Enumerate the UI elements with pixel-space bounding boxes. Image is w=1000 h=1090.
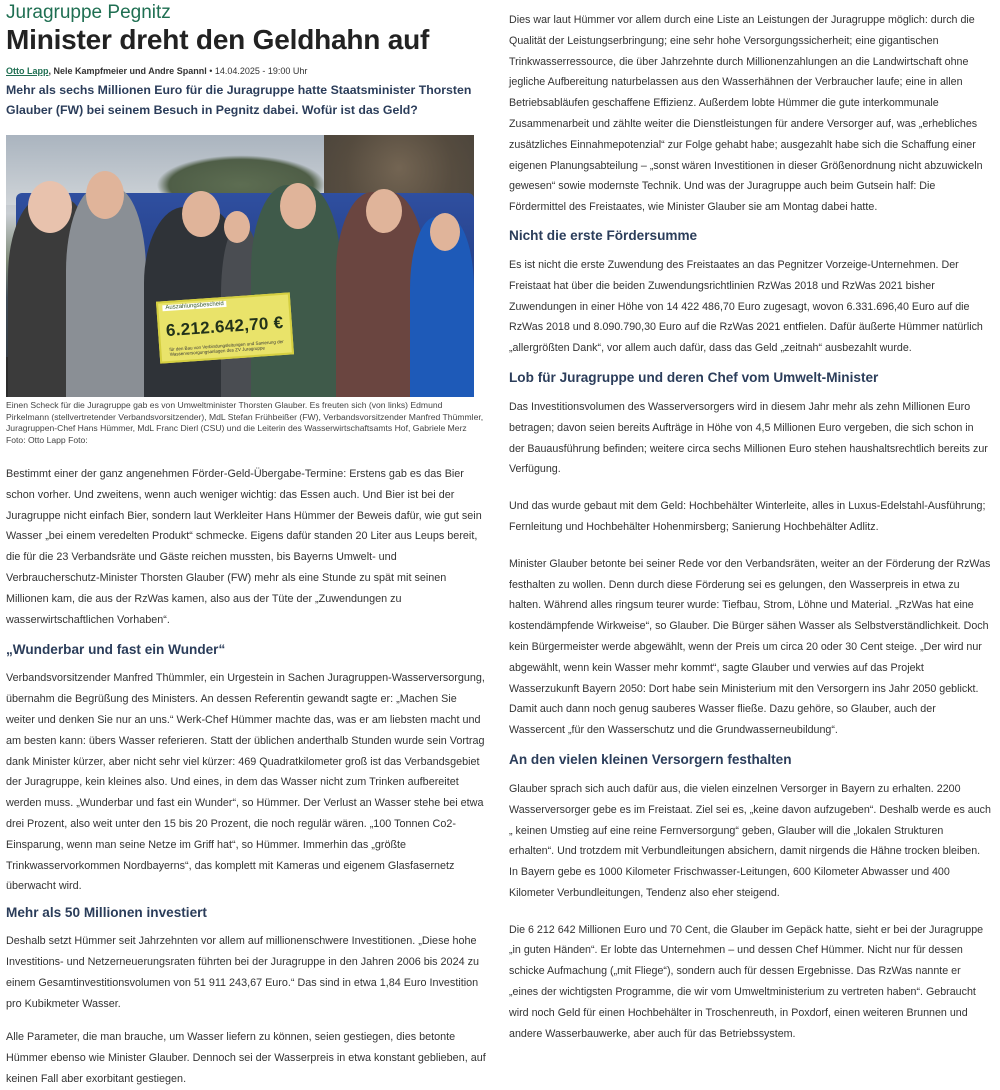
paragraph: Deshalb setzt Hümmer seit Jahrzehnten vor allem auf millionenschwere Investitionen. „Diese hohe Investitions- und Netzerneuerungsraten führten bei der Juragruppe in den Jahren 2006 bis 2024 zu einem Gesamtinvestitionsvolumen von 51 911 243,67 Euro.“ Das sind in etwa 1,84 Euro Investition pro Kubikmeter Wasser. [6, 935, 479, 1010]
subheading: Mehr als 50 Millionen investiert [6, 905, 207, 921]
paragraph: Bestimmt einer der ganz angenehmen Förder-Geld-Übergabe-Termine: Erstens gab es das Bier schon vorher. Und zweitens, wenn auch weniger wichtig: das Essen auch. Und Bier ist bei der Juragruppe nicht einfach Bier, sondern laut Werkleiter Hans Hümmer der Beweis dafür, wie gut sein Wasser „bei einem veredelten Produkt“ schmecke. Eigens dafür standen 20 Liter aus Leups bereit, die für die 23 Verbandsräte und Gäste reichen mussten, bis Bayerns Umwelt- und Verbraucherschutz-Minister Thorsten Glauber (FW) mehr als eine Stunde zu spät mit seinen Millionen kam, die aus der RzWas kamen, also aus der Tüte der „Zuwendungen zu wasserwirtschaftlichen Vorhaben“. [6, 468, 482, 626]
byline [6, 65, 486, 77]
paragraph: Dies war laut Hümmer vor allem durch eine Liste an Leistungen der Juragruppe möglich: durch die Qualität der Leistungserbringung; eine sehr hohe Versorgungssicherheit; eine gigantischen Trinkwasserressource, die über Jahrzehnte durch Millionenzahlungen an die Landwirtschaft ohne jegliche Aufbereitung naturbelassen aus den Wasserhähnen der Verbraucher laufe; eine in allen Betriebsabläufen geschaffene Effizienz. Außerdem lobte Hümmer die gute interkommunale Zusammenarbeit und zählte weiter die Dienstleistungen für andere Versorger auf, was „erhebliches zusätzliches Einnahmepotenzial“ zur Folge gehabt habe; ausgezahlt habe sich die Schaffung einer eigenen Planungsabteilung – „sonst wären Investitionen in dieser Größenordnung nicht abzuwickeln gewesen“ sowie modernste Technik. Und was der Juragruppe auch beim Gutsein half: Die Fördermittel des Freistaates, wie Minister Glauber sie am Montag dabei hatte. [509, 14, 983, 214]
person-3-head [182, 191, 220, 237]
headline: Minister dreht den Geldhahn auf [6, 24, 430, 55]
subheading: An den vielen kleinen Versorgern festhalten [509, 751, 792, 767]
check-title: Auszahlungsbescheid [162, 301, 227, 311]
subheading: „Wunderbar und fast ein Wunder“ [6, 642, 226, 658]
right-column [509, 0, 991, 1044]
photo-caption: Einen Scheck für die Juragruppe gab es von Umweltminister Thorsten Glauber. Es freuten sich (von links) Edmund Pirkelmann (stellvertretender Verbandsvorsitzender), MdL Stefan Frühbeißer (FW), Verbandsvorsitzender Manfred Thümmler, Juragruppen-Chef Hans Hümmer, MdL Franc Dierl (CSU) und die Leiterin des Wasserwirtschaftsamts Hof, Gabriele Merz Foto: Otto Lapp Foto: [6, 400, 484, 445]
coauthors: , Nele Kampfmeier und Andre Spannl [48, 66, 207, 76]
check-amount: 6.212.642,70 € [165, 312, 285, 341]
person-5-head [280, 183, 316, 229]
paragraph: Verbandsvorsitzender Manfred Thümmler, ein Urgestein in Sachen Juragruppen-Wasserversorgung, übernahm die Begrüßung des Ministers. An dessen Referentin gewandt sagte er: „Machen Sie weiter und denken Sie nur an uns.“ Werk-Chef Hümmer machte das, was er am liebsten macht und am besten kann: übers Wasser referieren. Statt der üblichen anderthalb Stunden wurde sein Vortrag dank Minister kürzer, aber nicht sehr viel kürzer: 469 Quadratkilometer groß ist das Verbandsgebiet der Juragruppe, kein kleines also. Und eines, in dem das Wasser nicht zum Trinken aufbereitet werden muss. „Wunderbar und fast ein Wunder“, so Hümmer. Der Verlust an Wasser stehe bei etwa drei Prozent, also weit unter den 15 bis 20 Prozent, die noch regulär wären. „100 Tonnen Co2-Einsparung, wenn man seine Netze im Griff hat“, so Hümmer. Immerhin das „größte Trinkwasservorkommen Nordbayerns“, das komplett mit Kameras und eigenem Glasfasernetz überwacht wird. [6, 672, 485, 893]
person-2-head [86, 171, 124, 219]
left-column [6, 0, 486, 1090]
kicker: Juragruppe Pegnitz [6, 2, 171, 23]
paragraph: Es ist nicht die erste Zuwendung des Freistaates an das Pegnitzer Vorzeige-Unternehmen. Der Freistaat hat über die beiden Zuwendungsrichtlinien RzWas 2018 und RzWas 2021 bisher Zuwendungen in einer Höhe von 14 422 486,70 Euro zugesagt, wovon 6.331.696,40 Euro auf die RzWas 2018 und 8.090.790,30 Euro auf die RzWas 2021 entfielen. Dafür äußerte Hümmer natürlich „allergrößten Dank“, vor allem auch dafür, dass das Geld „zeitnah“ ausbezahlt wurde. [509, 258, 983, 355]
person-4-head [224, 211, 250, 243]
publish-date: • 14.04.2025 - 19:00 Uhr [206, 66, 308, 76]
paragraph: Die 6 212 642 Millionen Euro und 70 Cent, die Glauber im Gepäck hatte, sieht er bei der Juragruppe „in guten Händen“. Er lobte das Unternehmen – und dessen Chef Hümmer. Nicht nur für dessen schicke Aufmachung („mit Fliege“), sondern auch für dessen Ergebnisse. Das RzWas nannte er „eines der wichtigsten Programme, die wir vom Umweltministerium zu vertreten haben“. Gebraucht wird noch Geld für einen Hochbehälter in Troschenreuth, in Poxdorf, einen weiteren Brunnen und andere Wasserbauwerke, aber auch für das Betriebssystem. [509, 923, 984, 1040]
paragraph: Alle Parameter, die man brauche, um Wasser liefern zu können, seien gestiegen, dies betonte Hümmer ebenso wie Minister Glauber. Dennoch sei der Wasserpreis in etwa konstant geblieben, auf keinen Fall aber exorbitant gestiegen. [6, 1031, 486, 1085]
paragraph: Das Investitionsvolumen des Wasserversorgers wird in diesem Jahr mehr als zehn Millionen Euro betragen; davon seien bereits Aufträge in Höhe von 4,5 Millionen Euro vergeben, die sich schon in der Bauausführung befinden; weitere circa sechs Millionen Euro stehen haushaltsrechtlich bereits zur Verfügung. [509, 400, 988, 476]
paragraph: Minister Glauber betonte bei seiner Rede vor den Verbandsräten, weiter an der Förderung der RzWas festhalten zu wollen. Denn durch diese Förderung sei es gelungen, den Wasserpreis in etwa zu halten. Während alles ringsum teurer wurde: Tiefbau, Strom, Löhne und Material. „RzWas hat eine kostendämpfende Wirkweise“, so Glauber. Die Bürger sähen Wasser als Selbstverständlichkeit. Doch kein Bürgermeister werde abgewählt, wenn der Preis um circa 20 oder 30 Cent steige. „Der wird nur abgewählt, wenn kein Wasser mehr kommt“, sagte Glauber und verwies auf das Projekt Wasserzukunft Bayern 2050: Dort habe sein Ministerium mit den Versorgern ins Jahr 2050 geblickt. Damit auch dann noch genug sauberes Wasser fließe. Dazu gehöre, so Glauber, auch der Wassercent „für den Wasserschutz und die Grundwasserneubildung“. [509, 557, 991, 737]
person-6-head [366, 189, 402, 233]
person-7-head [430, 213, 460, 251]
article-photo [6, 135, 474, 397]
author-link[interactable]: Otto Lapp [6, 66, 49, 76]
person-1-head [28, 181, 72, 233]
check-sign [156, 292, 294, 363]
check-subtext: für den Bau von Verbindungsleitungen und Sanierung der Wasserversorgungsanlagen des ZV Juragruppe [169, 338, 284, 357]
subheading: Lob für Juragruppe und deren Chef vom Umwelt-Minister [509, 369, 879, 385]
paragraph: Glauber sprach sich auch dafür aus, die vielen einzelnen Versorger in Bayern zu erhalten. 2200 Wasserversorger gebe es im Freistaat. Ziel sei es, „keine davon aufzugeben“. Deshalb werde es auch „ keinen Umstieg auf eine reine Fernversorgung“ geben, Glauber will die „lokalen Strukturen erhalten“. Und trotzdem mit Verbundleitungen absichern, damit nirgends die Hähne trocken bleiben. In Bayern gebe es 1000 Kilometer Frischwasser-Leitungen, 600 Kilometer Abwasser und 400 Kilometer Verbundleitungen, Tendenz also eher steigend. [509, 782, 991, 899]
lead: Mehr als sechs Millionen Euro für die Juragruppe hatte Staatsminister Thorsten Glauber (FW) bei seinem Besuch in Pegnitz dabei. Wofür ist das Geld? [6, 83, 472, 117]
paragraph: Und das wurde gebaut mit dem Geld: Hochbehälter Winterleite, alles in Luxus-Edelstahl-Ausführung; Fernleitung und Hochbehälter Hohenmirsberg; Sanierung Hochbehälter Adlitz. [509, 500, 986, 533]
subheading: Nicht die erste Fördersumme [509, 227, 698, 243]
